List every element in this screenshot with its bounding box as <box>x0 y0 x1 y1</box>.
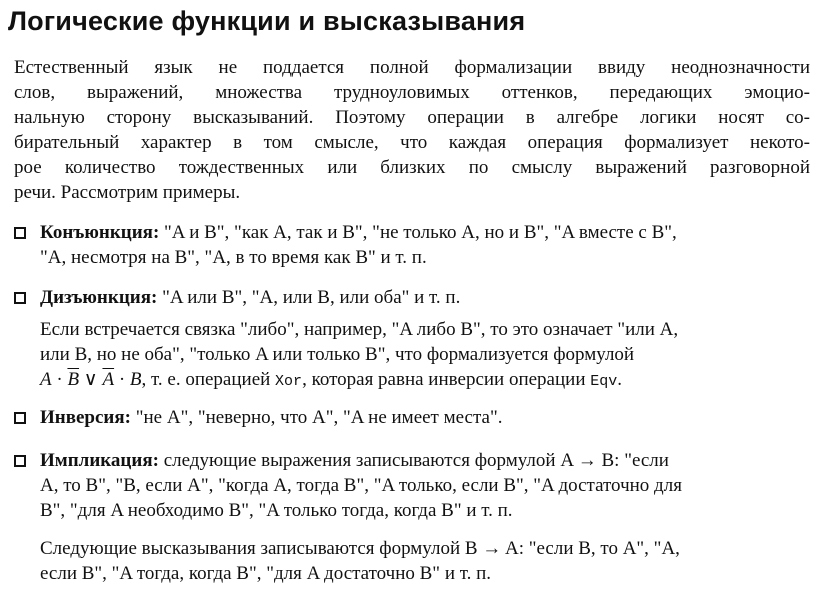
list-item-disjunction <box>14 285 810 310</box>
disjunction-note-line-2: или B, но не оба", "только A или только B", что формализуется формулой <box>40 344 635 365</box>
xor-code: Xor <box>275 373 303 390</box>
checkbox-bullet-icon <box>14 455 26 467</box>
checkbox-bullet-icon <box>14 292 26 304</box>
list-item-implication <box>14 448 810 523</box>
term-implication: Импликация: <box>40 450 159 471</box>
implication-line-1: следующие выражения записываются формулой A → B: "если <box>163 450 669 471</box>
list-item-conjunction <box>14 220 810 270</box>
intro-line: слов, выражений, множества трудноуловимых оттенков, передающих эмоцио- <box>14 82 810 103</box>
list-item-inversion <box>14 405 810 430</box>
intro-paragraph <box>14 55 810 205</box>
disjunction-note <box>40 317 810 394</box>
eqv-code: Eqv <box>590 373 618 390</box>
intro-line: бирательный характер в том смысле, что каждая операция формализует некото- <box>14 132 810 153</box>
implication-line-2: A, то B", "B, если A", "когда A, тогда B", "A только, если B", "A достаточно для <box>40 475 682 496</box>
implication-note-line-2: если B", "A тогда, когда B", "для A достаточно B" и т. п. <box>40 563 492 584</box>
checkbox-bullet-icon <box>14 412 26 424</box>
inversion-line-1: "не A", "неверно, что A", "A не имеет места". <box>135 407 503 428</box>
term-inversion: Инверсия: <box>40 407 131 428</box>
intro-line: рое количество тождественных или близких по смыслу выражений разговорной <box>14 157 810 178</box>
intro-line: Естественный язык не поддается полной формализации ввиду неоднозначности <box>14 57 810 78</box>
conjunction-line-2: "A, несмотря на B", "A, в то время как B" и т. п. <box>40 247 427 268</box>
page-title: Логические функции и высказывания <box>8 6 526 36</box>
implication-line-3: B", "для A необходимо B", "A только тогда, когда B" и т. п. <box>40 500 513 521</box>
implication-note <box>40 536 810 586</box>
intro-line: нальную сторону высказываний. Поэтому операции в алгебре логики носят со- <box>14 107 810 128</box>
term-conjunction: Конъюнкция: <box>40 222 160 243</box>
implication-note-line-1: Следующие высказывания записываются формулой B → A: "если B, то A", "A, <box>40 538 680 559</box>
disjunction-note-line-3: $A \cdot \overline{B}$ ∨ $\overline{A} \cdot B$, т. е. операцией Xor, которая равна инверсии операции Eqv. <box>40 369 623 390</box>
intro-line: речи. Рассмотрим примеры. <box>14 182 241 203</box>
disjunction-line-1: "A или B", "A, или B, или оба" и т. п. <box>162 287 461 308</box>
xor-formula: $A \cdot \overline{B}$ ∨ $\overline{A} \cdot B$ <box>40 369 142 390</box>
conjunction-line-1: "A и B", "как A, так и B", "не только A, но и B", "A вместе с B", <box>164 222 677 243</box>
disjunction-note-line-1: Если встречается связка "либо", например, "A либо B", то это означает "или A, <box>40 319 679 340</box>
checkbox-bullet-icon <box>14 227 26 239</box>
term-disjunction: Дизъюнкция: <box>40 287 158 308</box>
